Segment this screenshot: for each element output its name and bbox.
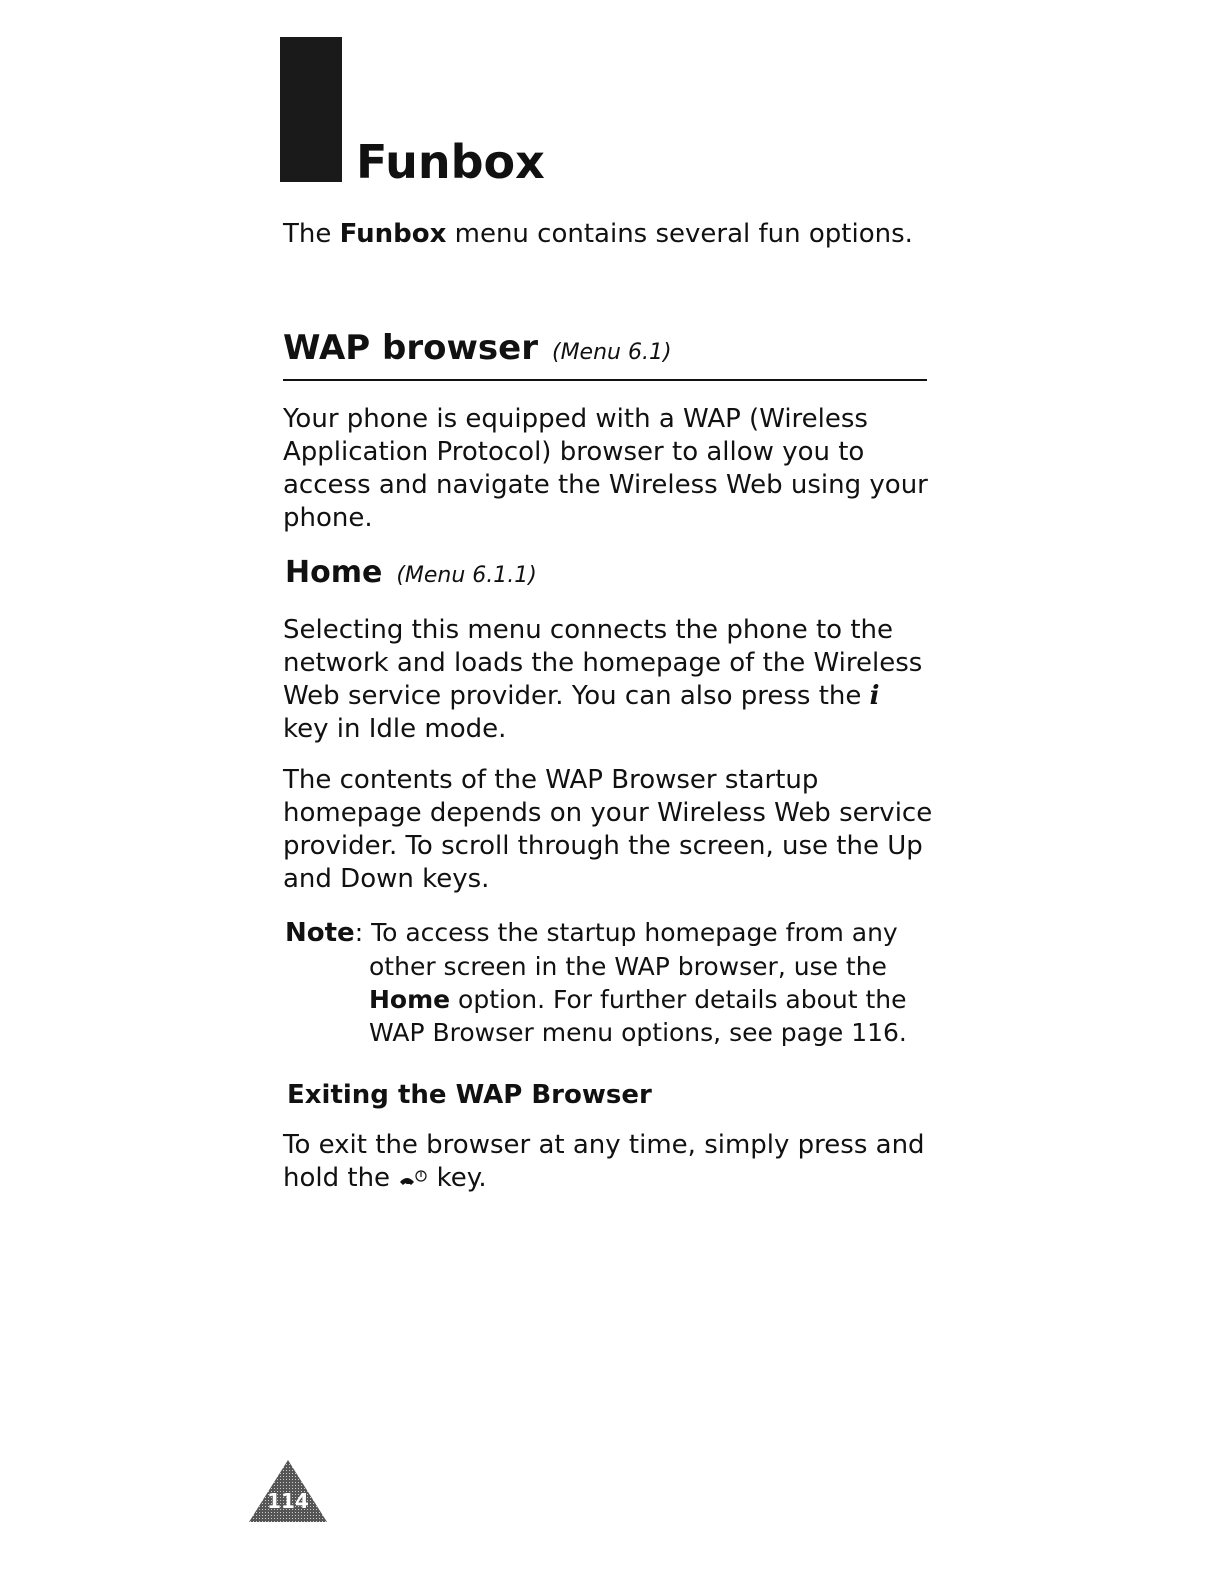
subsection-menu-ref: (Menu 6.1.1)	[396, 563, 537, 588]
note-text-post: option. For further details about the WAP Browser menu options, see page 116.	[369, 985, 907, 1047]
exit-text-pre: To exit the browser at any time, simply press and hold the	[283, 1130, 925, 1193]
wap-paragraph: Your phone is equipped with a WAP (Wireless Application Protocol) browser to allow you to access and navigate the Wireless Web using your phone.	[283, 404, 928, 533]
exit-paragraph	[283, 1129, 933, 1195]
note-body	[285, 916, 935, 1049]
subsection-heading-text: Home	[285, 555, 383, 590]
note-text-bold: Home	[369, 985, 451, 1014]
note-text-pre: To access the startup homepage from any other screen in the WAP browser, use the	[369, 918, 898, 981]
note-label: Note	[285, 918, 355, 948]
exit-text-post: key.	[428, 1163, 487, 1193]
chapter-title: Funbox	[356, 135, 545, 189]
info-key-icon: i	[869, 681, 880, 711]
note-colon: :	[354, 918, 372, 947]
home-paragraph-2: The contents of the WAP Browser startup homepage depends on your Wireless Web service provider. To scroll through the screen, use the Up and Down keys.	[283, 765, 933, 894]
subsection-heading-home	[285, 553, 537, 596]
page-number: 114	[267, 1489, 309, 1513]
end-power-key-icon	[398, 1168, 428, 1190]
home-p1-post: key in Idle mode.	[283, 714, 507, 744]
home-p1-pre: Selecting this menu connects the phone to the network and loads the homepage of the Wireless Web service provider. You can also press the	[283, 615, 923, 711]
intro-text-bold: Funbox	[339, 219, 447, 249]
intro-text-pre: The	[283, 219, 340, 249]
note-block	[285, 916, 935, 1049]
intro-paragraph	[283, 218, 933, 251]
exit-heading: Exiting the WAP Browser	[287, 1080, 652, 1110]
section-menu-ref: (Menu 6.1)	[551, 340, 672, 365]
section-heading-text: WAP browser	[283, 328, 538, 368]
home-paragraph-1	[283, 614, 933, 746]
chapter-tab-marker	[280, 37, 342, 182]
intro-text-post: menu contains several fun options.	[446, 219, 913, 249]
page-number-marker	[247, 1458, 329, 1524]
section-heading-wap	[283, 328, 927, 381]
